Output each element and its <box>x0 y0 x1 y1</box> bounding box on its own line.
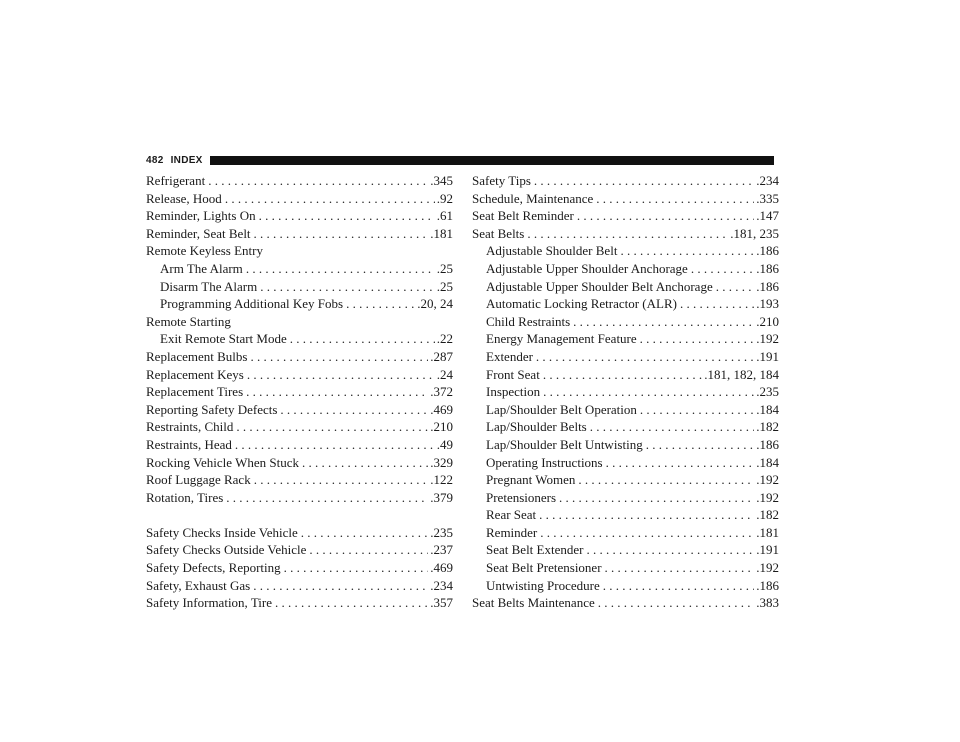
dot-leader <box>556 489 754 507</box>
entry-term: Lap/Shoulder Belt Operation <box>486 401 637 417</box>
index-subentry <box>472 559 779 577</box>
dot-leader <box>222 190 435 208</box>
index-subentry <box>472 506 779 524</box>
entry-term: Front Seat <box>486 366 540 382</box>
entry-page-ref: .372 <box>430 384 453 400</box>
index-entry <box>146 207 453 225</box>
entry-page-ref: .210 <box>430 419 453 435</box>
index-subentry <box>472 313 779 331</box>
dot-leader <box>251 471 429 489</box>
entry-page-ref: .469 <box>430 401 453 417</box>
index-entry <box>146 242 453 260</box>
index-subentry <box>472 471 779 489</box>
dot-leader <box>205 172 428 190</box>
section-title: INDEX <box>170 154 203 166</box>
entry-term: Inspection <box>486 384 541 400</box>
entry-page-ref: .329 <box>430 454 453 470</box>
dot-leader <box>256 207 435 225</box>
index-entry <box>146 524 453 542</box>
entry-page-ref: .191 <box>756 542 779 558</box>
dot-leader <box>537 524 754 542</box>
dot-leader <box>298 524 429 542</box>
entry-page-ref: .20, 24 <box>417 296 453 312</box>
index-subentry <box>472 577 779 595</box>
entry-page-ref: .182 <box>756 419 779 435</box>
index-entry <box>146 348 453 366</box>
entry-term: Safety, Exhaust Gas <box>146 577 251 593</box>
index-subentry <box>472 401 779 419</box>
dot-leader <box>643 436 755 454</box>
entry-term: Energy Management Feature <box>486 331 637 347</box>
entry-term: Schedule, Maintenance <box>472 190 594 206</box>
dot-leader <box>287 330 435 348</box>
index-entry <box>472 225 779 243</box>
dot-leader <box>593 190 754 208</box>
index-subentry <box>146 278 453 296</box>
entry-page-ref: .191 <box>756 348 779 364</box>
dot-leader <box>713 278 755 296</box>
index-entry <box>146 366 453 384</box>
dot-leader <box>247 348 428 366</box>
entry-page-ref: .184 <box>756 454 779 470</box>
entry-page-ref: .181 <box>430 225 453 241</box>
entry-term: Seat Belt Pretensioner <box>486 560 602 576</box>
entry-page-ref: .181, 182, 184 <box>704 366 779 382</box>
entry-page-ref: .25 <box>436 260 453 276</box>
entry-page-ref: .193 <box>756 296 779 312</box>
dot-leader <box>243 383 428 401</box>
entry-term: Reminder, Lights On <box>146 208 256 224</box>
entry-page-ref: .469 <box>430 560 453 576</box>
entry-page-ref: .24 <box>436 366 453 382</box>
entry-term: Restraints, Child <box>146 419 234 435</box>
entry-term: Refrigerant <box>146 173 206 188</box>
index-column-right <box>472 172 779 612</box>
dot-leader <box>575 471 754 489</box>
dot-leader <box>251 225 429 243</box>
dot-leader <box>223 489 428 507</box>
dot-leader <box>595 594 755 612</box>
entry-page-ref: .235 <box>756 384 779 400</box>
dot-leader <box>587 418 755 436</box>
index-subentry <box>146 260 453 278</box>
entry-term: Reminder <box>486 524 538 540</box>
index-entry <box>146 559 453 577</box>
dot-leader <box>540 366 702 384</box>
entry-term: Safety Information, Tire <box>146 595 273 611</box>
section-gap <box>146 506 453 524</box>
entry-page-ref: .181 <box>756 524 779 540</box>
entry-page-ref: .345 <box>430 173 453 188</box>
entry-page-ref: .147 <box>756 208 779 224</box>
entry-page-ref: .234 <box>430 577 453 593</box>
entry-term: Adjustable Upper Shoulder Anchorage <box>486 260 688 276</box>
index-entry <box>146 190 453 208</box>
entry-term: Seat Belt Extender <box>486 542 584 558</box>
index-entry <box>472 172 779 190</box>
entry-page-ref: .22 <box>436 331 453 347</box>
dot-leader <box>602 559 755 577</box>
index-column-left <box>146 172 453 612</box>
entry-term: Extender <box>486 348 533 364</box>
index-subentry <box>472 366 779 384</box>
index-entry <box>146 594 453 612</box>
dot-leader <box>243 260 435 278</box>
entry-term: Pregnant Women <box>486 472 576 488</box>
entry-term: Operating Instructions <box>486 454 603 470</box>
dot-leader <box>617 242 754 260</box>
entry-page-ref: .383 <box>756 595 779 611</box>
entry-page-ref: .235 <box>430 524 453 540</box>
entry-term: Reminder, Seat Belt <box>146 225 251 241</box>
entry-term: Seat Belts Maintenance <box>472 595 595 611</box>
entry-page-ref: .182 <box>756 507 779 523</box>
entry-page-ref: .49 <box>436 436 453 452</box>
entry-term: Exit Remote Start Mode <box>160 331 287 347</box>
index-entry <box>146 401 453 419</box>
entry-page-ref: .287 <box>430 348 453 364</box>
dot-leader <box>233 418 428 436</box>
entry-page-ref: .122 <box>430 472 453 488</box>
entry-term: Safety Checks Inside Vehicle <box>146 524 298 540</box>
entry-term: Rocking Vehicle When Stuck <box>146 454 299 470</box>
index-subentry <box>472 489 779 507</box>
entry-page-ref: .186 <box>756 577 779 593</box>
page-number: 482 <box>146 154 164 166</box>
dot-leader <box>533 348 754 366</box>
entry-term: Adjustable Upper Shoulder Belt Anchorage <box>486 278 713 294</box>
entry-term: Lap/Shoulder Belt Untwisting <box>486 436 643 452</box>
index-subentry <box>146 295 453 313</box>
dot-leader <box>299 454 428 472</box>
entry-page-ref: .92 <box>436 190 453 206</box>
entry-page-ref: .192 <box>756 472 779 488</box>
dot-leader <box>277 401 428 419</box>
index-entry <box>146 454 453 472</box>
dot-leader <box>574 207 754 225</box>
entry-term: Untwisting Procedure <box>486 577 600 593</box>
index-subentry <box>472 260 779 278</box>
index-entry <box>146 489 453 507</box>
entry-page-ref: .184 <box>756 401 779 417</box>
entry-page-ref: .192 <box>756 331 779 347</box>
index-subentry <box>472 295 779 313</box>
entry-term: Child Restraints <box>486 313 571 329</box>
entry-page-ref: .379 <box>430 489 453 505</box>
index-entry <box>146 541 453 559</box>
index-subentry <box>472 524 779 542</box>
index-subentry <box>472 383 779 401</box>
entry-term: Replacement Bulbs <box>146 348 248 364</box>
entry-term: Programming Additional Key Fobs <box>160 296 344 312</box>
index-subentry <box>472 278 779 296</box>
dot-leader <box>536 506 754 524</box>
entry-term: Replacement Tires <box>146 384 244 400</box>
entry-term: Rear Seat <box>486 507 537 523</box>
dot-leader <box>244 366 435 384</box>
index-entry <box>146 577 453 595</box>
dot-leader <box>540 383 754 401</box>
entry-term: Replacement Keys <box>146 366 244 382</box>
entry-page-ref: .186 <box>756 260 779 276</box>
entry-term: Reporting Safety Defects <box>146 401 278 417</box>
entry-term: Disarm The Alarm <box>160 278 258 294</box>
dot-leader <box>531 172 754 190</box>
entry-page-ref: .357 <box>430 595 453 611</box>
entry-page-ref: .237 <box>430 542 453 558</box>
entry-page-ref: .25 <box>436 278 453 294</box>
entry-page-ref: .186 <box>756 243 779 259</box>
index-entry <box>146 225 453 243</box>
entry-term: Pretensioners <box>486 489 557 505</box>
index-entry <box>472 190 779 208</box>
index-subentry <box>472 242 779 260</box>
index-subentry <box>472 348 779 366</box>
dot-leader <box>677 295 754 313</box>
entry-term: Safety Defects, Reporting <box>146 560 281 576</box>
entry-page-ref: .192 <box>756 489 779 505</box>
entry-term: Remote Starting <box>146 313 231 329</box>
entry-page-ref: .234 <box>756 173 779 188</box>
dot-leader <box>343 295 415 313</box>
dot-leader <box>603 454 755 472</box>
dot-leader <box>232 436 435 454</box>
entry-page-ref: .192 <box>756 560 779 576</box>
dot-leader <box>250 577 428 595</box>
index-entry <box>146 418 453 436</box>
header-rule <box>210 156 774 165</box>
entry-term: Restraints, Head <box>146 436 232 452</box>
index-entry <box>146 383 453 401</box>
dot-leader <box>570 313 754 331</box>
entry-term: Remote Keyless Entry <box>146 243 263 259</box>
dot-leader <box>637 401 754 419</box>
index-subentry <box>146 330 453 348</box>
index-entry <box>146 172 453 190</box>
entry-term: Safety Checks Outside Vehicle <box>146 542 307 558</box>
entry-term: Seat Belts <box>472 225 525 241</box>
index-entry <box>146 313 453 331</box>
entry-term: Rotation, Tires <box>146 489 224 505</box>
index-entry <box>146 471 453 489</box>
index-subentry <box>472 541 779 559</box>
entry-term: Arm The Alarm <box>160 260 243 276</box>
entry-term: Automatic Locking Retractor (ALR) <box>486 296 677 312</box>
dot-leader <box>306 541 428 559</box>
index-subentry <box>472 418 779 436</box>
index-entry <box>472 207 779 225</box>
page-header <box>146 153 774 167</box>
index-subentry <box>472 330 779 348</box>
dot-leader <box>688 260 754 278</box>
entry-page-ref: .61 <box>436 208 453 224</box>
dot-leader <box>272 594 428 612</box>
entry-page-ref: .335 <box>756 190 779 206</box>
dot-leader <box>524 225 728 243</box>
entry-page-ref: .186 <box>756 278 779 294</box>
entry-page-ref: .186 <box>756 436 779 452</box>
dot-leader <box>583 541 754 559</box>
dot-leader <box>281 559 429 577</box>
entry-term: Lap/Shoulder Belts <box>486 419 587 435</box>
index-subentry <box>472 454 779 472</box>
index-entry <box>472 594 779 612</box>
dot-leader <box>637 330 755 348</box>
entry-term: Safety Tips <box>472 173 531 188</box>
index-subentry <box>472 436 779 454</box>
entry-term: Release, Hood <box>146 190 222 206</box>
dot-leader <box>600 577 755 595</box>
entry-term: Roof Luggage Rack <box>146 472 251 488</box>
entry-term: Adjustable Shoulder Belt <box>486 243 618 259</box>
entry-page-ref: .210 <box>756 313 779 329</box>
entry-term: Seat Belt Reminder <box>472 208 574 224</box>
entry-page-ref: .181, 235 <box>730 225 779 241</box>
dot-leader <box>257 278 435 296</box>
index-entry <box>146 436 453 454</box>
